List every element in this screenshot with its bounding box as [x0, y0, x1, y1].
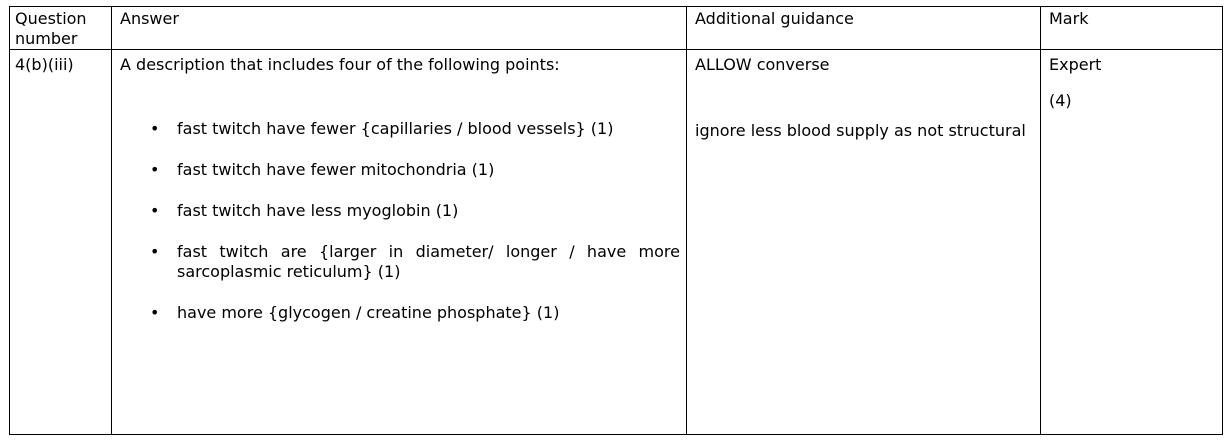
header-additional-guidance: Additional guidance	[687, 7, 1041, 50]
list-item: • fast twitch have fewer mitochondria (1)	[150, 160, 495, 179]
table-row	[10, 50, 1223, 435]
bullet-icon: •	[150, 119, 160, 138]
mark-type: Expert	[1049, 55, 1102, 74]
question-number-cell	[10, 50, 112, 435]
header-question-number: Question number	[10, 7, 112, 50]
guidance-allow-converse: ALLOW converse	[695, 55, 830, 74]
guidance-cell	[687, 50, 1041, 435]
mark-scheme-table	[9, 6, 1223, 435]
bullet-icon: •	[150, 303, 160, 322]
bullet-icon: •	[150, 160, 160, 179]
header-mark: Mark	[1041, 7, 1223, 50]
answer-cell	[112, 50, 687, 435]
header-answer: Answer	[112, 7, 687, 50]
answer-intro: A description that includes four of the following points:	[120, 55, 560, 74]
mark-cell	[1041, 50, 1223, 435]
bullet-icon: •	[150, 242, 160, 261]
bullet-icon: •	[150, 201, 160, 220]
mark-value: (4)	[1049, 91, 1072, 110]
list-item: • fast twitch have less myoglobin (1)	[150, 201, 459, 220]
list-item: • have more {glycogen / creatine phosphate} (1)	[150, 303, 560, 322]
list-item: • fast twitch are {larger in diameter/ longer / have more sarcoplasmic reticulum} (1)	[150, 242, 680, 281]
list-item: • fast twitch have fewer {capillaries / blood vessels} (1)	[150, 119, 614, 138]
guidance-ignore-note: ignore less blood supply as not structural	[695, 121, 1026, 140]
question-number: 4(b)(iii)	[15, 55, 74, 74]
answer-points-list	[120, 119, 686, 323]
table-header-row	[10, 7, 1223, 50]
